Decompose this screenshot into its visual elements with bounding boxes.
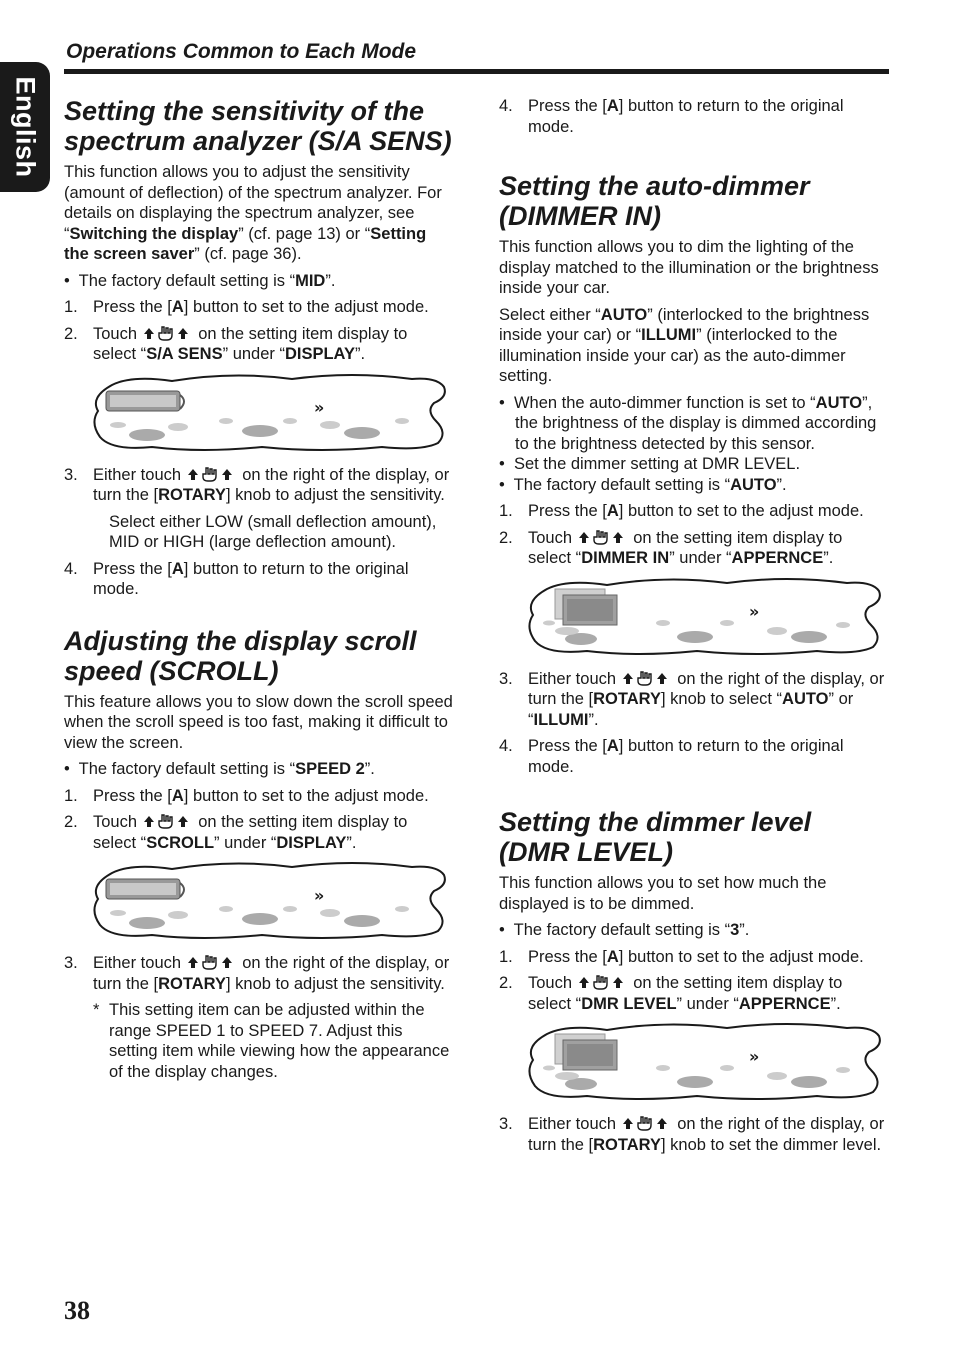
touch-arrows-icon: [621, 1115, 673, 1131]
touch-arrows-icon: [142, 325, 194, 341]
language-tab-label: English: [10, 76, 41, 178]
display-illustration: [499, 577, 887, 655]
sa-sens-step-4: 4. Press the [A] button to return to the original mode.: [64, 559, 409, 598]
touch-arrows-icon: [577, 974, 629, 990]
dimmer-in-step-3: 3. Either touch on the right of the display, or turn the [ROTARY] knob to select “AUTO” or “ILLUMI”.: [499, 669, 885, 729]
dimmer-in-title: Setting the auto-dimmer (DIMMER IN): [499, 171, 810, 231]
right-column: [499, 96, 887, 1161]
dmr-level-step-2: 2. Touch on the setting item display to select “DMR LEVEL” under “APPERNCE”.: [499, 974, 843, 1013]
touch-arrows-icon: [186, 954, 238, 970]
sa-sens-step-4-continued: 4. Press the [A] button to return to the original mode.: [499, 97, 844, 136]
touch-arrows-icon: [577, 529, 629, 545]
scroll-step-1: 1. Press the [A] button to set to the adjust mode.: [64, 786, 429, 805]
scroll-default: • The factory default setting is “SPEED 2”.: [64, 760, 375, 778]
dimmer-in-step-4: 4. Press the [A] button to return to the original mode.: [499, 737, 844, 776]
dimmer-in-select: Select either “AUTO” (interlocked to the brightness inside your car) or “ILLUMI” (interlocked to the illumination inside your car) as the auto-dimmer setting.: [499, 305, 870, 385]
touch-arrows-icon: [142, 813, 194, 829]
display-illustration: [64, 373, 454, 451]
dimmer-in-bullet-1: • When the auto-dimmer function is set to “AUTO”, the brightness of the display is dimmed according to the brightness detected by this sensor.: [499, 393, 877, 453]
sa-sens-step-3-note: Select either LOW (small deflection amount), MID or HIGH (large deflection amount).: [109, 512, 437, 551]
dimmer-in-intro: This function allows you to dim the lighting of the display matched to the illumination or the brightness inside your car.: [499, 238, 879, 297]
scroll-intro: This feature allows you to slow down the scroll speed when the scroll speed is too fast, making it difficult to view the screen.: [64, 692, 453, 752]
scroll-step-3: 3. Either touch on the right of the display, or turn the [ROTARY] knob to adjust the sensitivity.: [64, 954, 450, 993]
dmr-level-title: Setting the dimmer level (DMR LEVEL): [499, 807, 812, 867]
sa-sens-intro: This function allows you to adjust the sensitivity (amount of deflection) of the spectrum analyzer. For details on displaying the spectrum analyzer, see “Switching the display” (cf. page 13) or “Setting the screen saver” (cf. page 36).: [64, 163, 442, 263]
display-illustration: [64, 861, 454, 939]
touch-arrows-icon: [621, 670, 673, 686]
scroll-step-2: 2. Touch on the setting item display to select “SCROLL” under “DISPLAY”.: [64, 813, 408, 852]
touch-arrows-icon: [186, 466, 238, 482]
dmr-level-step-1: 1. Press the [A] button to set to the adjust mode.: [499, 947, 864, 966]
scroll-step-3-note: * This setting item can be adjusted within the range SPEED 1 to SPEED 7. Adjust this setting item while viewing how the appearance of the display changes.: [93, 1001, 450, 1081]
language-tab: [0, 62, 50, 192]
left-column: [64, 96, 454, 1088]
section-header: Operations Common to Each Mode: [66, 40, 417, 63]
sa-sens-title: Setting the sensitivity of the spectrum analyzer (S/A SENS): [64, 96, 452, 156]
sa-sens-step-1: 1. Press the [A] button to set to the adjust mode.: [64, 298, 429, 316]
page-number: 38: [64, 1296, 90, 1325]
dmr-level-default: • The factory default setting is “3”.: [499, 921, 750, 939]
header-rule: [64, 69, 889, 74]
scroll-title: Adjusting the display scroll speed (SCROLL): [64, 625, 417, 686]
dimmer-in-step-2: 2. Touch on the setting item display to select “DIMMER IN” under “APPERNCE”.: [499, 528, 843, 567]
dmr-level-step-3: 3. Either touch on the right of the display, or turn the [ROTARY] knob to set the dimmer level.: [499, 1115, 885, 1154]
dmr-level-intro: This function allows you to set how much the displayed is to be dimmed.: [499, 874, 827, 913]
sa-sens-step-2: 2. Touch on the setting item display to select “S/A SENS” under “DISPLAY”.: [64, 324, 408, 363]
display-illustration: [499, 1022, 887, 1100]
sa-sens-step-3: 3. Either touch on the right of the display, or turn the [ROTARY] knob to adjust the sensitivity.: [64, 465, 450, 504]
dimmer-in-step-1: 1. Press the [A] button to set to the adjust mode.: [499, 502, 864, 520]
dimmer-in-bullet-3: • The factory default setting is “AUTO”.: [499, 475, 787, 494]
sa-sens-default: • The factory default setting is “MID”.: [64, 271, 336, 290]
dimmer-in-bullet-2: • Set the dimmer setting at DMR LEVEL.: [499, 455, 801, 473]
